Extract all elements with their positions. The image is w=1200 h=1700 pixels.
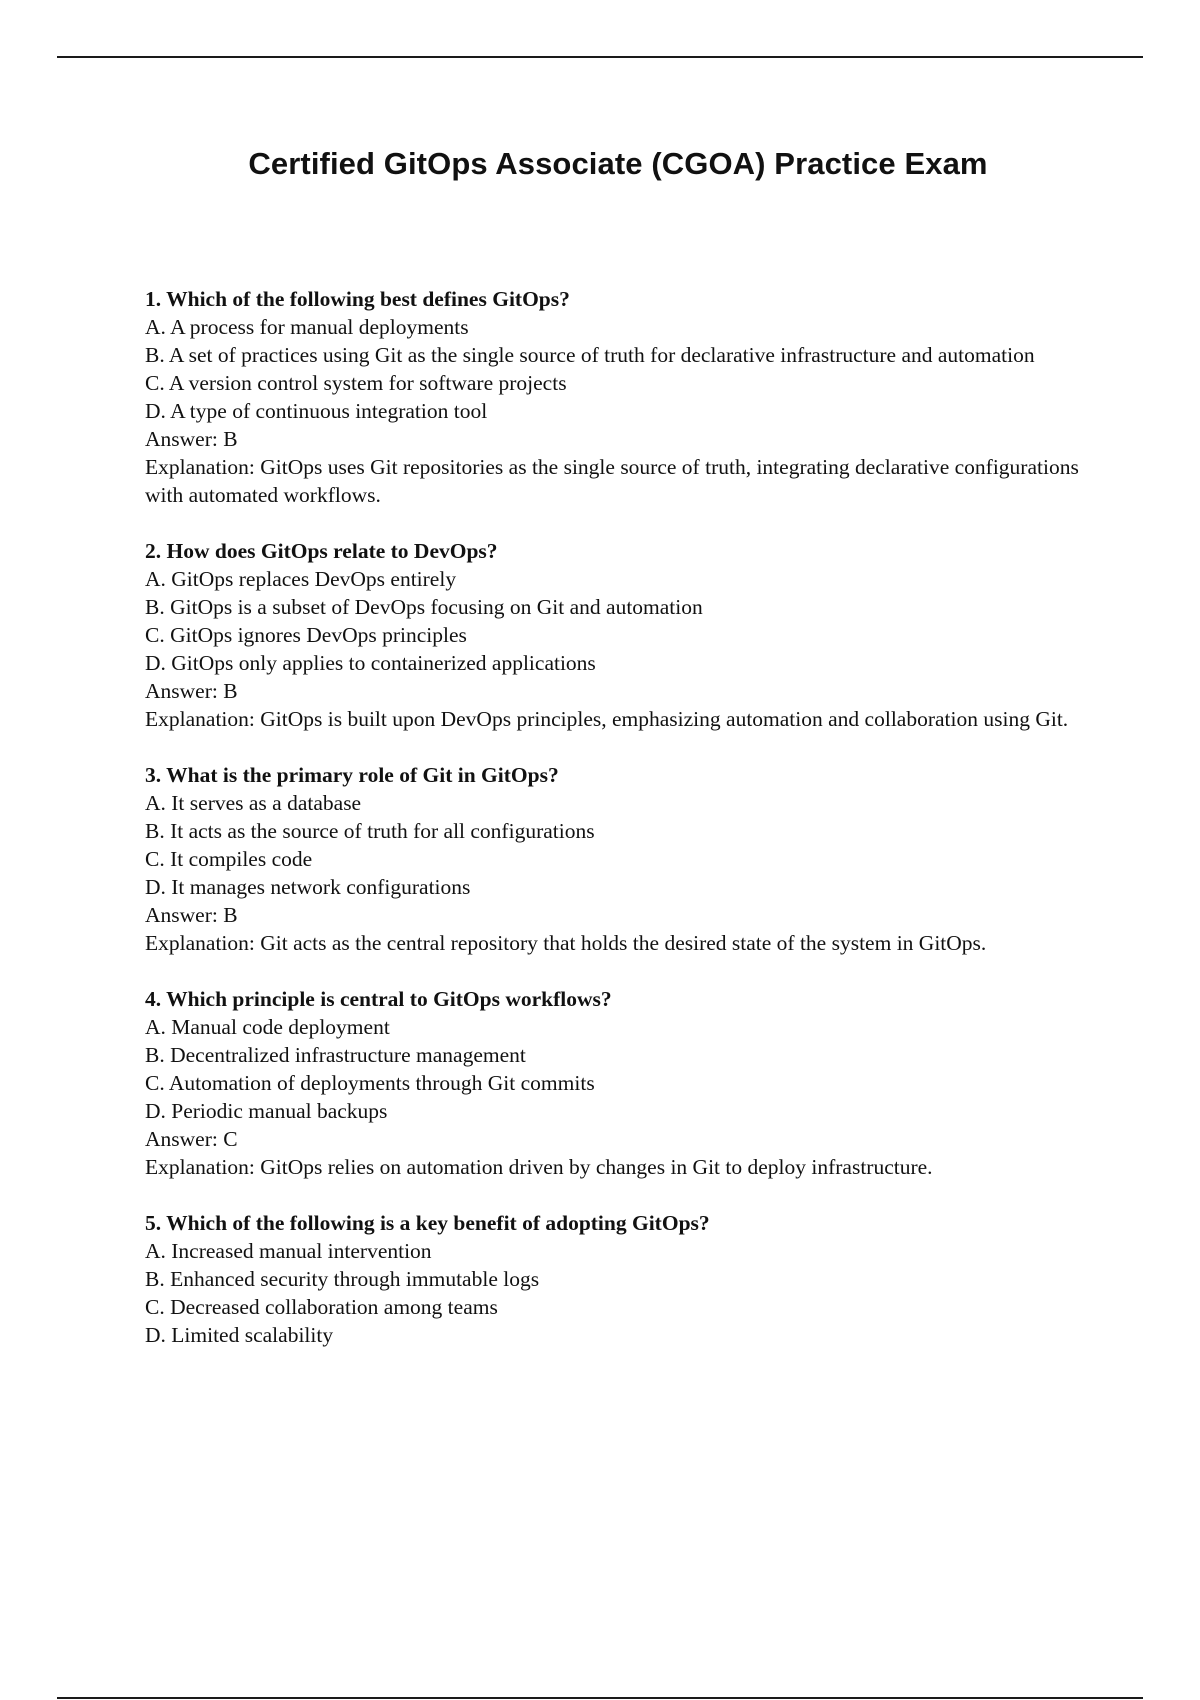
question-4 bbox=[145, 985, 1105, 1181]
answer: Answer: B bbox=[145, 903, 238, 927]
option-d: D. It manages network configurations bbox=[145, 875, 471, 899]
question-heading bbox=[145, 1209, 1105, 1237]
option-d: D. Periodic manual backups bbox=[145, 1099, 388, 1123]
explanation: Explanation: GitOps uses Git repositories as the single source of truth, integrating declarative configurations with automated workflows. bbox=[145, 455, 1079, 507]
option-d: D. Limited scalability bbox=[145, 1323, 334, 1347]
explanation: Explanation: GitOps is built upon DevOps principles, emphasizing automation and collaboration using Git. bbox=[145, 707, 1069, 731]
explanation: Explanation: Git acts as the central repository that holds the desired state of the system in GitOps. bbox=[145, 931, 987, 955]
question-number: 3 . bbox=[145, 763, 166, 787]
question-3 bbox=[145, 761, 1105, 957]
question-text: What is the primary role of Git in GitOps? bbox=[166, 763, 559, 787]
answer: Answer: B bbox=[145, 679, 238, 703]
answer: Answer: C bbox=[145, 1127, 238, 1151]
option-a: A. It serves as a database bbox=[145, 791, 362, 815]
top-rule bbox=[57, 56, 1143, 58]
question-text: Which principle is central to GitOps workflows? bbox=[166, 987, 612, 1011]
question-heading bbox=[145, 285, 1105, 313]
option-c: C. A version control system for software projects bbox=[145, 371, 567, 395]
question-text: How does GitOps relate to DevOps? bbox=[166, 539, 498, 563]
page-title: Certified GitOps Associate (CGOA) Practice Exam bbox=[248, 146, 988, 181]
explanation: Explanation: GitOps relies on automation driven by changes in Git to deploy infrastructure. bbox=[145, 1155, 933, 1179]
option-c: C. Decreased collaboration among teams bbox=[145, 1295, 498, 1319]
bottom-rule bbox=[57, 1697, 1143, 1699]
question-5 bbox=[145, 1209, 1105, 1349]
question-list bbox=[145, 285, 1105, 1377]
option-b: B. GitOps is a subset of DevOps focusing on Git and automation bbox=[145, 595, 703, 619]
question-number: 1 . bbox=[145, 287, 166, 311]
option-d: D. GitOps only applies to containerized applications bbox=[145, 651, 596, 675]
option-b: B. A set of practices using Git as the single source of truth for declarative infrastructure and automation bbox=[145, 343, 1035, 367]
option-a: A. A process for manual deployments bbox=[145, 315, 469, 339]
question-number: 5 . bbox=[145, 1211, 166, 1235]
question-2 bbox=[145, 537, 1105, 733]
question-1 bbox=[145, 285, 1105, 509]
option-d: D. A type of continuous integration tool bbox=[145, 399, 488, 423]
question-text: Which of the following best defines GitOps? bbox=[166, 287, 570, 311]
question-heading bbox=[145, 537, 1105, 565]
option-b: B. It acts as the source of truth for all configurations bbox=[145, 819, 595, 843]
answer: Answer: B bbox=[145, 427, 238, 451]
option-a: A. Manual code deployment bbox=[145, 1015, 390, 1039]
option-c: C. It compiles code bbox=[145, 847, 313, 871]
question-number: 2 . bbox=[145, 539, 167, 563]
option-b: B. Decentralized infrastructure management bbox=[145, 1043, 526, 1067]
option-a: A. Increased manual intervention bbox=[145, 1239, 432, 1263]
question-number: 4 . bbox=[145, 987, 166, 1011]
option-b: B. Enhanced security through immutable logs bbox=[145, 1267, 540, 1291]
option-a: A. GitOps replaces DevOps entirely bbox=[145, 567, 457, 591]
question-heading bbox=[145, 985, 1105, 1013]
question-heading bbox=[145, 761, 1105, 789]
question-text: Which of the following is a key benefit of adopting GitOps? bbox=[166, 1211, 710, 1235]
option-c: C. Automation of deployments through Git commits bbox=[145, 1071, 595, 1095]
option-c: C. GitOps ignores DevOps principles bbox=[145, 623, 467, 647]
